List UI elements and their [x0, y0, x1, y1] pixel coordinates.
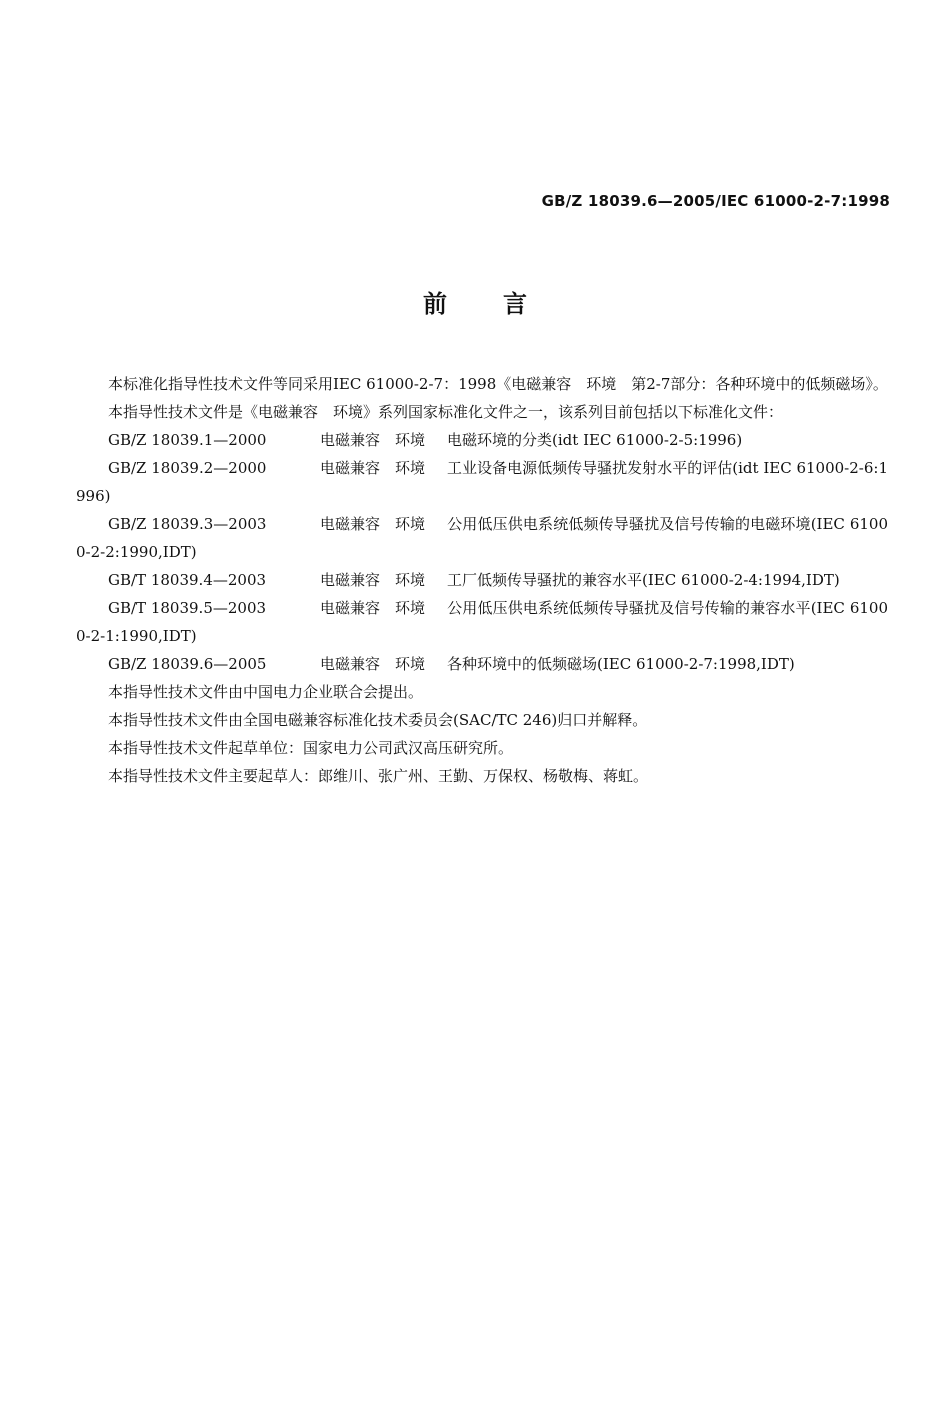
- standard-code: GB/Z 18039.3—2003: [108, 515, 267, 533]
- foreword-body: [76, 370, 888, 790]
- closing-paragraph-1: 本指导性技术文件由中国电力企业联合会提出。: [108, 683, 424, 701]
- standard-name: 各种环境中的低频磁场(IEC 61000-2-7:1998,IDT): [447, 655, 795, 673]
- series-item-1: [76, 426, 888, 454]
- standard-name: 工厂低频传导骚扰的兼容水平(IEC 61000-2-4:1994,IDT): [447, 571, 840, 589]
- standard-series: 电磁兼容 环境: [320, 459, 426, 477]
- standard-name: 电磁环境的分类(idt IEC 61000-2-5:1996): [447, 431, 743, 449]
- standard-series: 电磁兼容 环境: [320, 431, 426, 449]
- series-item-2: [76, 454, 888, 510]
- series-item-5: [76, 594, 888, 650]
- series-item-3: [76, 510, 888, 566]
- standard-series: 电磁兼容 环境: [320, 571, 426, 589]
- closing-paragraph-4: 本指导性技术文件主要起草人：郎维川、张广州、王勤、万保权、杨敬梅、蒋虹。: [108, 767, 649, 785]
- standard-code: GB/Z 18039.6—2005: [108, 655, 267, 673]
- standard-series: 电磁兼容 环境: [320, 515, 426, 533]
- standard-name: 公用低压供电系统低频传导骚扰及信号传输的兼容水平(IEC 61000-2-1:1990,IDT): [76, 599, 888, 645]
- standard-name: 公用低压供电系统低频传导骚扰及信号传输的电磁环境(IEC 61000-2-2:1990,IDT): [76, 515, 888, 561]
- standard-code: GB/Z 18039.2—2000: [108, 459, 267, 477]
- standard-code: GB/T 18039.5—2003: [108, 599, 267, 617]
- standard-series: 电磁兼容 环境: [320, 599, 426, 617]
- series-item-4: [76, 566, 888, 594]
- closing-paragraph-2: 本指导性技术文件由全国电磁兼容标准化技术委员会(SAC/TC 246)归口并解释。: [108, 711, 648, 729]
- page-title: [0, 284, 950, 319]
- standard-code: GB/T 18039.4—2003: [108, 571, 267, 589]
- standard-name: 工业设备电源低频传导骚扰发射水平的评估(idt IEC 61000-2-6:1996): [76, 459, 888, 505]
- standard-code: GB/Z 18039.1—2000: [108, 431, 267, 449]
- title-char-1: 前: [423, 290, 447, 318]
- document-code: GB/Z 18039.6—2005/IEC 61000-2-7:1998: [541, 192, 890, 210]
- series-item-6: [76, 650, 888, 678]
- standard-series: 电磁兼容 环境: [320, 655, 426, 673]
- intro-paragraph-2: 本指导性技术文件是《电磁兼容 环境》系列国家标准化文件之一，该系列目前包括以下标准化文件：: [108, 403, 784, 421]
- intro-paragraph-1: 本标准化指导性技术文件等同采用IEC 61000-2-7：1998《电磁兼容 环境 第2-7部分：各种环境中的低频磁场》。: [108, 375, 888, 393]
- title-char-2: 言: [503, 290, 527, 318]
- closing-paragraph-3: 本指导性技术文件起草单位：国家电力公司武汉高压研究所。: [108, 739, 514, 757]
